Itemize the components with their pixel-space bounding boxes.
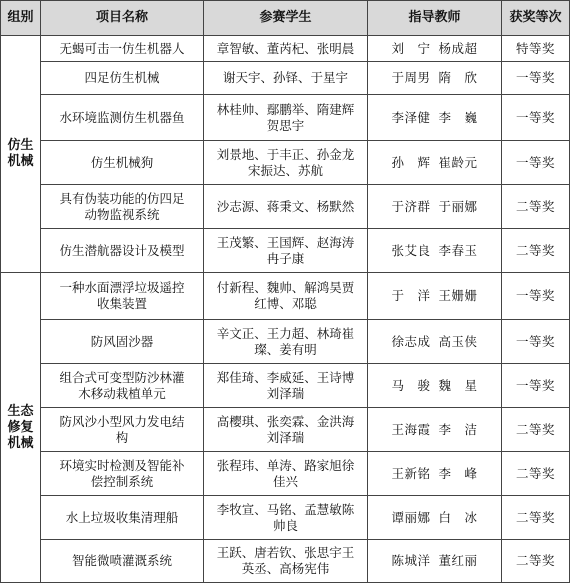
project-cell	[41, 95, 204, 141]
students-cell	[204, 320, 368, 364]
group-name: 生态修复机械	[7, 403, 34, 451]
header-group: 组别	[1, 1, 41, 36]
teacher-name: 崔龄元	[438, 154, 478, 170]
project-name: 无蝎可击一仿生机器人	[59, 40, 185, 56]
project-cell	[41, 62, 204, 95]
students-cell	[204, 185, 368, 229]
project-name: 水环境监测仿生机器鱼	[59, 109, 185, 125]
project-name: 具有伪装功能的仿四足动物监视系统	[59, 190, 185, 222]
award-cell: 一等奖	[502, 62, 570, 95]
table-row	[1, 364, 570, 408]
header-teachers: 指导教师	[368, 1, 502, 36]
project-cell	[41, 408, 204, 452]
teacher-name: 马 骏	[391, 377, 431, 393]
project-name: 组合式可变型防沙林灌木移动栽植单元	[59, 369, 185, 401]
teacher-name: 李泽健	[391, 109, 431, 125]
students-cell	[204, 141, 368, 185]
teacher-name: 李 巍	[438, 109, 478, 125]
teacher-name: 王姗姗	[438, 288, 478, 303]
teachers-cell	[368, 320, 502, 364]
table-row	[1, 36, 570, 62]
teacher-name: 于丽娜	[438, 198, 478, 214]
teacher-name: 隋 欣	[438, 70, 478, 85]
teachers-cell	[368, 540, 502, 583]
project-name: 仿生潜航器设计及模型	[59, 242, 185, 258]
teachers-cell	[368, 273, 502, 320]
student-names: 辛文正、王力超、林琦崔璨、姜有明	[216, 325, 355, 357]
teacher-name: 李 峰	[438, 465, 478, 481]
group-cell	[1, 273, 41, 583]
project-name: 水上垃圾收集清理船	[65, 509, 179, 525]
student-names: 张程玮、单涛、路家旭徐佳兴	[216, 457, 355, 489]
award-cell: 二等奖	[502, 540, 570, 583]
teachers-cell	[368, 141, 502, 185]
header-students: 参赛学生	[204, 1, 368, 36]
student-names: 刘景地、于丰正、孙金龙宋振达、苏航	[216, 146, 355, 178]
students-cell	[204, 540, 368, 583]
project-cell	[41, 364, 204, 408]
teachers-cell	[368, 496, 502, 540]
teacher-name: 杨成超	[438, 40, 478, 56]
project-cell	[41, 496, 204, 540]
students-cell	[204, 229, 368, 273]
award-cell: 二等奖	[502, 452, 570, 496]
table-row	[1, 540, 570, 583]
teacher-name: 谭丽娜	[391, 509, 431, 525]
award-cell: 一等奖	[502, 364, 570, 408]
students-cell	[204, 408, 368, 452]
student-names: 王跃、唐若钦、张思宇王英丞、高杨宪伟	[216, 545, 355, 576]
students-cell	[204, 452, 368, 496]
teacher-name: 王海霞	[391, 421, 431, 437]
teacher-name: 刘 宁	[391, 40, 431, 56]
teacher-name: 于 洋	[391, 288, 431, 303]
students-cell	[204, 273, 368, 320]
student-names: 付新程、魏帅、解鸿昊贾红博、邓聪	[216, 280, 355, 311]
teacher-name: 王新铭	[391, 465, 431, 481]
header-project: 项目名称	[41, 1, 204, 36]
project-name: 防风固沙器	[90, 333, 154, 349]
table-row	[1, 229, 570, 273]
project-name: 环境实时检测及智能补偿控制系统	[59, 457, 185, 489]
table-row	[1, 95, 570, 141]
students-cell	[204, 95, 368, 141]
award-cell: 二等奖	[502, 408, 570, 452]
project-cell	[41, 452, 204, 496]
student-names: 高樱琪、张奕霖、金洪海刘泽瑞	[216, 413, 355, 445]
project-cell	[41, 185, 204, 229]
teachers-cell	[368, 229, 502, 273]
teacher-name: 陈城洋	[391, 553, 431, 568]
project-cell	[41, 320, 204, 364]
students-cell	[204, 496, 368, 540]
table-row	[1, 496, 570, 540]
project-cell	[41, 141, 204, 185]
student-names: 林桂帅、鄢鹏举、隋建辉贺思宇	[216, 101, 355, 133]
teacher-name: 李春玉	[438, 242, 478, 258]
project-name: 一种水面漂浮垃圾遥控收集装置	[59, 280, 185, 311]
header-award: 获奖等次	[502, 1, 570, 36]
teacher-name: 董红丽	[438, 553, 478, 568]
teacher-name: 张艾良	[391, 242, 431, 258]
teacher-name: 于周男	[391, 70, 431, 85]
award-cell: 一等奖	[502, 273, 570, 320]
table-row	[1, 62, 570, 95]
table-row	[1, 320, 570, 364]
table-row	[1, 273, 570, 320]
project-cell	[41, 273, 204, 320]
student-names: 李牧宣、马铭、孟慧敏陈帅良	[216, 501, 355, 533]
table-row	[1, 452, 570, 496]
student-names: 沙志源、蒋秉文、杨默然	[216, 198, 355, 214]
teacher-name: 徐志成	[391, 333, 431, 349]
award-cell: 二等奖	[502, 229, 570, 273]
teachers-cell	[368, 408, 502, 452]
project-name: 智能微喷灌溉系统	[71, 553, 172, 568]
award-cell: 一等奖	[502, 320, 570, 364]
teacher-name: 于济群	[391, 198, 431, 214]
table-row	[1, 141, 570, 185]
award-cell: 二等奖	[502, 496, 570, 540]
header-row	[1, 1, 570, 36]
teacher-name: 高玉侠	[438, 333, 478, 349]
table-row	[1, 185, 570, 229]
group-name: 仿生机械	[7, 138, 34, 169]
teachers-cell	[368, 62, 502, 95]
student-names: 王茂繁、王国辉、赵海涛冉子康	[216, 234, 355, 266]
project-name: 防风沙小型风力发电结构	[59, 413, 185, 445]
student-names: 谢天宇、孙铎、于星宇	[222, 70, 348, 85]
project-cell	[41, 540, 204, 583]
student-names: 章智敏、董芮杞、张明晨	[216, 40, 355, 56]
award-cell: 二等奖	[502, 185, 570, 229]
project-cell	[41, 229, 204, 273]
award-cell: 特等奖	[502, 36, 570, 62]
teacher-name: 白 冰	[438, 509, 478, 525]
teachers-cell	[368, 185, 502, 229]
award-cell: 一等奖	[502, 141, 570, 185]
award-cell: 一等奖	[502, 95, 570, 141]
table-header	[1, 1, 570, 36]
teachers-cell	[368, 364, 502, 408]
teachers-cell	[368, 452, 502, 496]
students-cell	[204, 62, 368, 95]
table-body	[1, 36, 570, 583]
group-cell	[1, 36, 41, 273]
teacher-name: 魏 星	[438, 377, 478, 393]
table-row	[1, 408, 570, 452]
project-name: 四足仿生机械	[84, 70, 160, 85]
teacher-name: 孙 辉	[391, 154, 431, 170]
teacher-name: 李 洁	[438, 421, 478, 437]
students-cell	[204, 364, 368, 408]
students-cell	[204, 36, 368, 62]
teachers-cell	[368, 36, 502, 62]
student-names: 郑佳琦、李威延、王诗博刘泽瑞	[216, 369, 355, 401]
project-name: 仿生机械狗	[90, 154, 154, 170]
project-cell	[41, 36, 204, 62]
teachers-cell	[368, 95, 502, 141]
